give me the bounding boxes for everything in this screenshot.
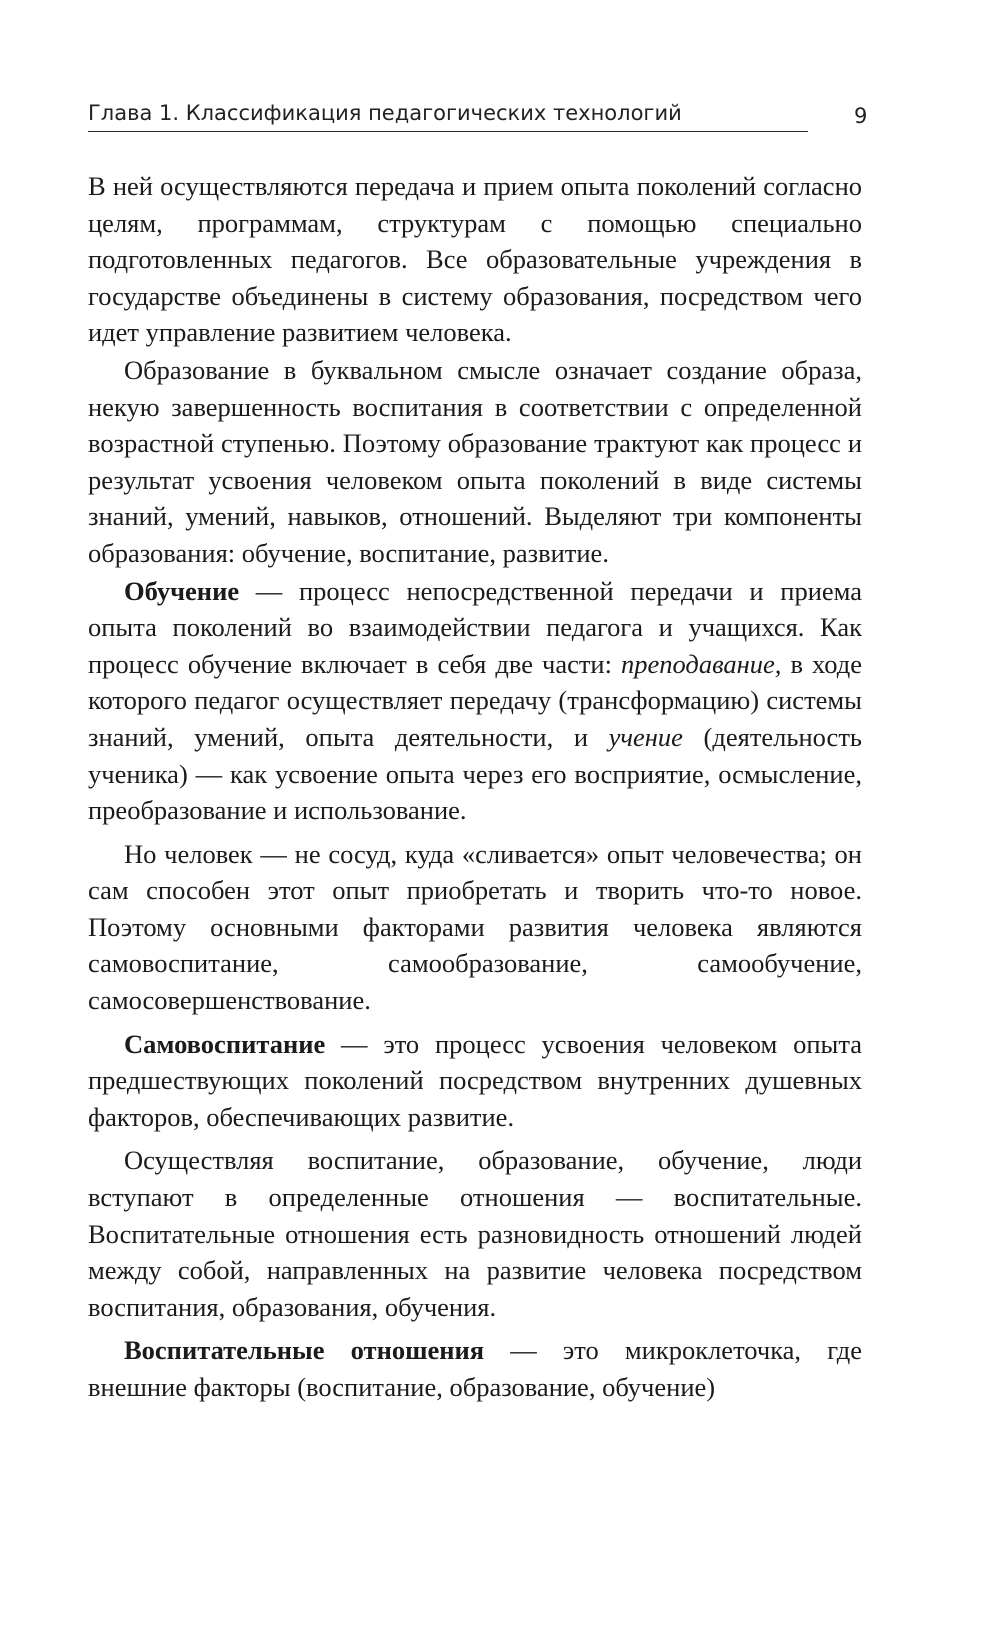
paragraph xyxy=(88,836,862,1019)
paragraph-text: (деятельность ученика) — как усвоение опыта через его восприятие, осмысление, преобразование и использование. xyxy=(88,721,862,826)
paragraph-text: — это процесс усвоения человеком опыта предшествующих поколений посредством внутренних душевных факторов, обеспечивающих развитие. xyxy=(88,1028,862,1132)
paragraph xyxy=(88,1332,862,1405)
page-number: 9 xyxy=(854,104,868,128)
paragraph-text: — это микроклеточка, где внешние факторы (воспитание, образование, обучение) xyxy=(88,1335,862,1402)
paragraph-text: Образование в буквальном смысле означает создание образа, некую завершенность воспитания в соответствии с определенной возрастной ступенью. Поэтому образование трактуют как процесс и результат усвоения человеком опыта поколений в виде системы знаний, умений, навыков, отношений. Выделяют три компоненты образования: обучение, воспитание, развитие. xyxy=(88,354,862,568)
paragraph-text: в ходе которого педагог осуществляет передачу (трансформацию) системы знаний, умений, опыта деятельности, и xyxy=(88,648,862,752)
paragraph xyxy=(88,168,862,351)
paragraph xyxy=(88,1026,862,1136)
paragraph-text: — процесс непосредственной передачи и приема опыта поколений во взаимодействии педагога и учащихся. Как процесс обучение включает в себя две части: xyxy=(88,575,862,679)
paragraph-text: Осуществляя воспитание, образование, обучение, люди вступают в определенные отношения — воспитательные. Воспитательные отношения есть разновидность отношений людей между собой, направленных на развитие человека посредством воспитания, образования, обучения. xyxy=(88,1145,862,1322)
term-uchenie: учение xyxy=(608,721,683,752)
term-vospitatelnye-otnosheniya: Воспитательные отношения xyxy=(124,1335,485,1366)
body-text xyxy=(88,168,862,1407)
term-samovospitanie: Самовоспитание xyxy=(124,1028,326,1059)
paragraph xyxy=(88,573,862,829)
term-prepodavanie: преподавание, xyxy=(621,648,782,679)
paragraph-text: В ней осуществляются передача и прием опыта поколений согласно целям, программам, структурам с помощью специально подготовленных педагогов. Все образовательные учреждения в государстве объединены в систему образования, посредством чего идет управление развитием человека. xyxy=(88,171,862,348)
running-head: Глава 1. Классификация педагогических технологий xyxy=(88,100,808,132)
term-obuchenie: Обучение xyxy=(124,575,240,606)
paragraph xyxy=(88,1142,862,1325)
paragraph-text: Но человек — не сосуд, куда «сливается» опыт человечества; он сам способен этот опыт приобретать и творить что-то новое. Поэтому основными факторами развития человека являются самовоспитание, самообразование, самообучение, самосовершенствование. xyxy=(88,838,862,1016)
paragraph xyxy=(88,352,862,572)
